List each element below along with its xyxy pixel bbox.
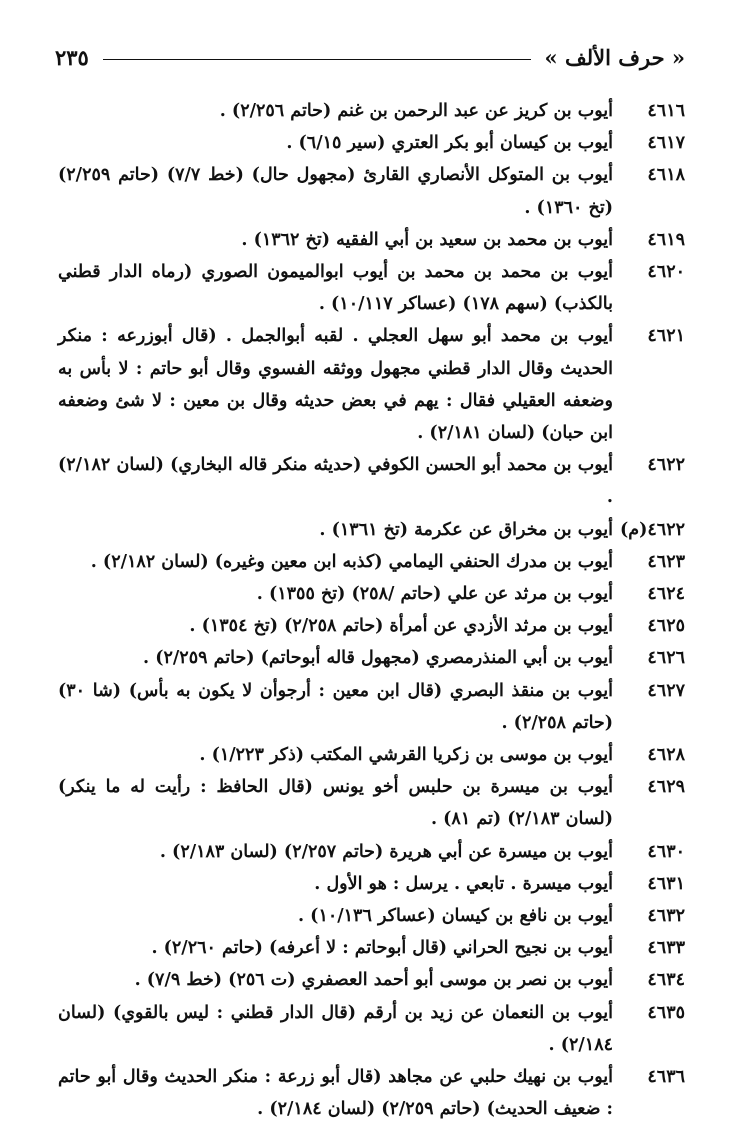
entry-row bbox=[58, 771, 685, 835]
entry-row bbox=[58, 546, 685, 578]
entry-text: أيوب بن محمد أبو سهل العجلي . لقبه أبوالجمل . (قال أبوزرعه : منكر الحديث وقال الدار قطني مجهول ووثقه الفسوي وقال أبو حاتم : لا بأس به وضعفه العقيلي فقال : يهم في بعض حديثه وقال بن معين : لا شئ وضعفه ابن حبان) (لسان ٢/١٨١) . bbox=[58, 326, 613, 444]
entry-number: ٤٦٣٦ bbox=[647, 1067, 685, 1088]
entry-text: أيوب بن ميسرة عن أبي هريرة (حاتم ٢/٢٥٧) (لسان ٢/١٨٣) . bbox=[159, 841, 613, 862]
entry-text: أيوب بن مدرك الحنفي اليمامي (كذبه ابن معين وغيره) (لسان ٢/١٨٢) . bbox=[90, 551, 613, 572]
entry-text: أيوب بن محمد أبو الحسن الكوفي (حديثه منكر قاله البخاري) (لسان ٢/١٨٢) . bbox=[58, 455, 613, 508]
entry-number: ٤٦٣٢ bbox=[647, 906, 685, 927]
entry-row bbox=[58, 127, 685, 159]
entry-text: أيوب بن نهيك حلبي عن مجاهد (قال أبو زرعة : منكر الحديث وقال أبو حاتم : ضعيف الحديث) (حاتم ٢/٢٥٩) (لسان ٢/١٨٤) . bbox=[58, 1067, 613, 1120]
page-number: ٢٣٥ bbox=[55, 44, 89, 70]
entry-text: أيوب ميسرة . تابعي . يرسل : هو الأول . bbox=[314, 873, 613, 894]
entry-text: أيوب بن النعمان عن زيد بن أرقم (قال الدار قطني : ليس بالقوي) (لسان ٢/١٨٤) . bbox=[58, 1002, 613, 1055]
entry-text: أيوب بن محمد بن سعيد بن أبي الفقيه (تخ ١٣٦٢) . bbox=[241, 229, 613, 250]
entry-text: أيوب بن كيسان أبو بكر العتري (سير ٦/١٥) . bbox=[286, 133, 613, 154]
entry-number: ٤٦٢٨ bbox=[647, 745, 685, 766]
entry-text: أيوب بن مرثد عن علي (حاتم /٢٥٨) (تخ ١٣٥٥) . bbox=[256, 584, 613, 605]
entry-number: ٤٦٢٢ bbox=[647, 455, 685, 476]
entry-row bbox=[58, 964, 685, 996]
entry-number: ٤٦٢٩ bbox=[647, 777, 685, 798]
entry-text: أيوب بن منقذ البصري (قال ابن معين : أرجوأن لا يكون به بأس) (شا ٣٠) (حاتم ٢/٢٥٨) . bbox=[58, 680, 613, 733]
entry-row bbox=[58, 836, 685, 868]
entry-list bbox=[58, 95, 685, 1126]
entry-number: ٤٦١٩ bbox=[647, 229, 685, 250]
entry-row bbox=[58, 868, 685, 900]
entry-number: ٤٦٢٤ bbox=[647, 584, 685, 605]
entry-row bbox=[58, 159, 685, 223]
entry-number: ٤٦٣٣ bbox=[647, 938, 685, 959]
entry-number: ٤٦٣١ bbox=[647, 873, 685, 894]
entry-text: أيوب بن أبي المنذرمصري (مجهول قاله أبوحاتم) (حاتم ٢/٢٥٩) . bbox=[143, 648, 613, 669]
entry-number: ٤٦٢٠ bbox=[647, 262, 685, 283]
entry-number: ٤٦٢٢(م) bbox=[619, 519, 685, 540]
entry-row bbox=[58, 95, 685, 127]
entry-number: ٤٦٣٤ bbox=[647, 970, 685, 991]
entry-number: ٤٦٣٠ bbox=[647, 841, 685, 862]
entry-row bbox=[58, 256, 685, 320]
entry-row bbox=[58, 224, 685, 256]
entry-text: أيوب بن المتوكل الأنصاري القارئ (مجهول حال) (خط ٧/٧) (حاتم ٢/٢٥٩) (تخ ١٣٦٠) . bbox=[58, 165, 614, 218]
entry-number: ٤٦٢٧ bbox=[647, 680, 685, 701]
entry-number: ٤٦٢٣ bbox=[647, 551, 685, 572]
entry-row bbox=[58, 1061, 685, 1125]
entry-number: ٤٦١٧ bbox=[647, 133, 685, 154]
entry-number: ٤٦١٦ bbox=[647, 101, 685, 121]
entry-number: ٤٦١٨ bbox=[647, 165, 685, 186]
entry-number: ٤٦٣٥ bbox=[647, 1002, 685, 1023]
entry-text: أيوب بن محمد بن محمد بن أيوب ابوالميمون الصوري (رماه الدار قطني بالكذب) (سهم ١٧٨) (عساكر ١٠/١١٧) . bbox=[58, 262, 613, 315]
entry-number: ٤٦٢١ bbox=[647, 326, 685, 347]
chapter-title: « حرف الألف » bbox=[544, 44, 685, 70]
entry-text: أيوب بن مرثد الأزدي عن أمرأة (حاتم ٢/٢٥٨) (تخ ١٣٥٤) . bbox=[189, 616, 613, 637]
entry-row bbox=[58, 932, 685, 964]
entry-row bbox=[58, 642, 685, 674]
entry-row bbox=[58, 900, 685, 932]
entry-number: ٤٦٢٥ bbox=[647, 616, 685, 637]
entry-row bbox=[58, 449, 685, 513]
entry-row bbox=[58, 514, 685, 546]
entry-text: أيوب بن موسى بن زكريا القرشي المكتب (ذكر ١/٢٢٣) . bbox=[199, 745, 613, 766]
entry-row bbox=[58, 739, 685, 771]
entry-row bbox=[58, 578, 685, 610]
entry-text: أيوب بن نافع بن كيسان (عساكر ١٠/١٣٦) . bbox=[298, 906, 613, 927]
entry-text: أيوب بن ميسرة بن حلبس أخو يونس (قال الحافظ : رأيت له ما ينكر) (لسان ٢/١٨٣) (تم ٨١) . bbox=[58, 777, 613, 830]
entry-row bbox=[58, 997, 685, 1061]
entry-row bbox=[58, 610, 685, 642]
header-rule bbox=[103, 59, 531, 60]
entry-text: أيوب بن نصر بن موسى أبو أحمد العصفري (ت ٢٥٦) (خط ٧/٩) . bbox=[134, 970, 613, 991]
entry-text: أيوب بن مخراق عن عكرمة (تخ ١٣٦١) . bbox=[319, 519, 613, 540]
entry-number: ٤٦٢٦ bbox=[647, 648, 685, 669]
entry-text: أيوب بن كريز عن عبد الرحمن بن غنم (حاتم ٢/٢٥٦) . bbox=[219, 101, 613, 121]
entry-row bbox=[58, 320, 685, 449]
page-header bbox=[55, 40, 685, 74]
entry-row bbox=[58, 675, 685, 739]
entry-text: أيوب بن نجيح الحراني (قال أبوحاتم : لا أعرفه) (حاتم ٢/٢٦٠) . bbox=[151, 938, 613, 959]
